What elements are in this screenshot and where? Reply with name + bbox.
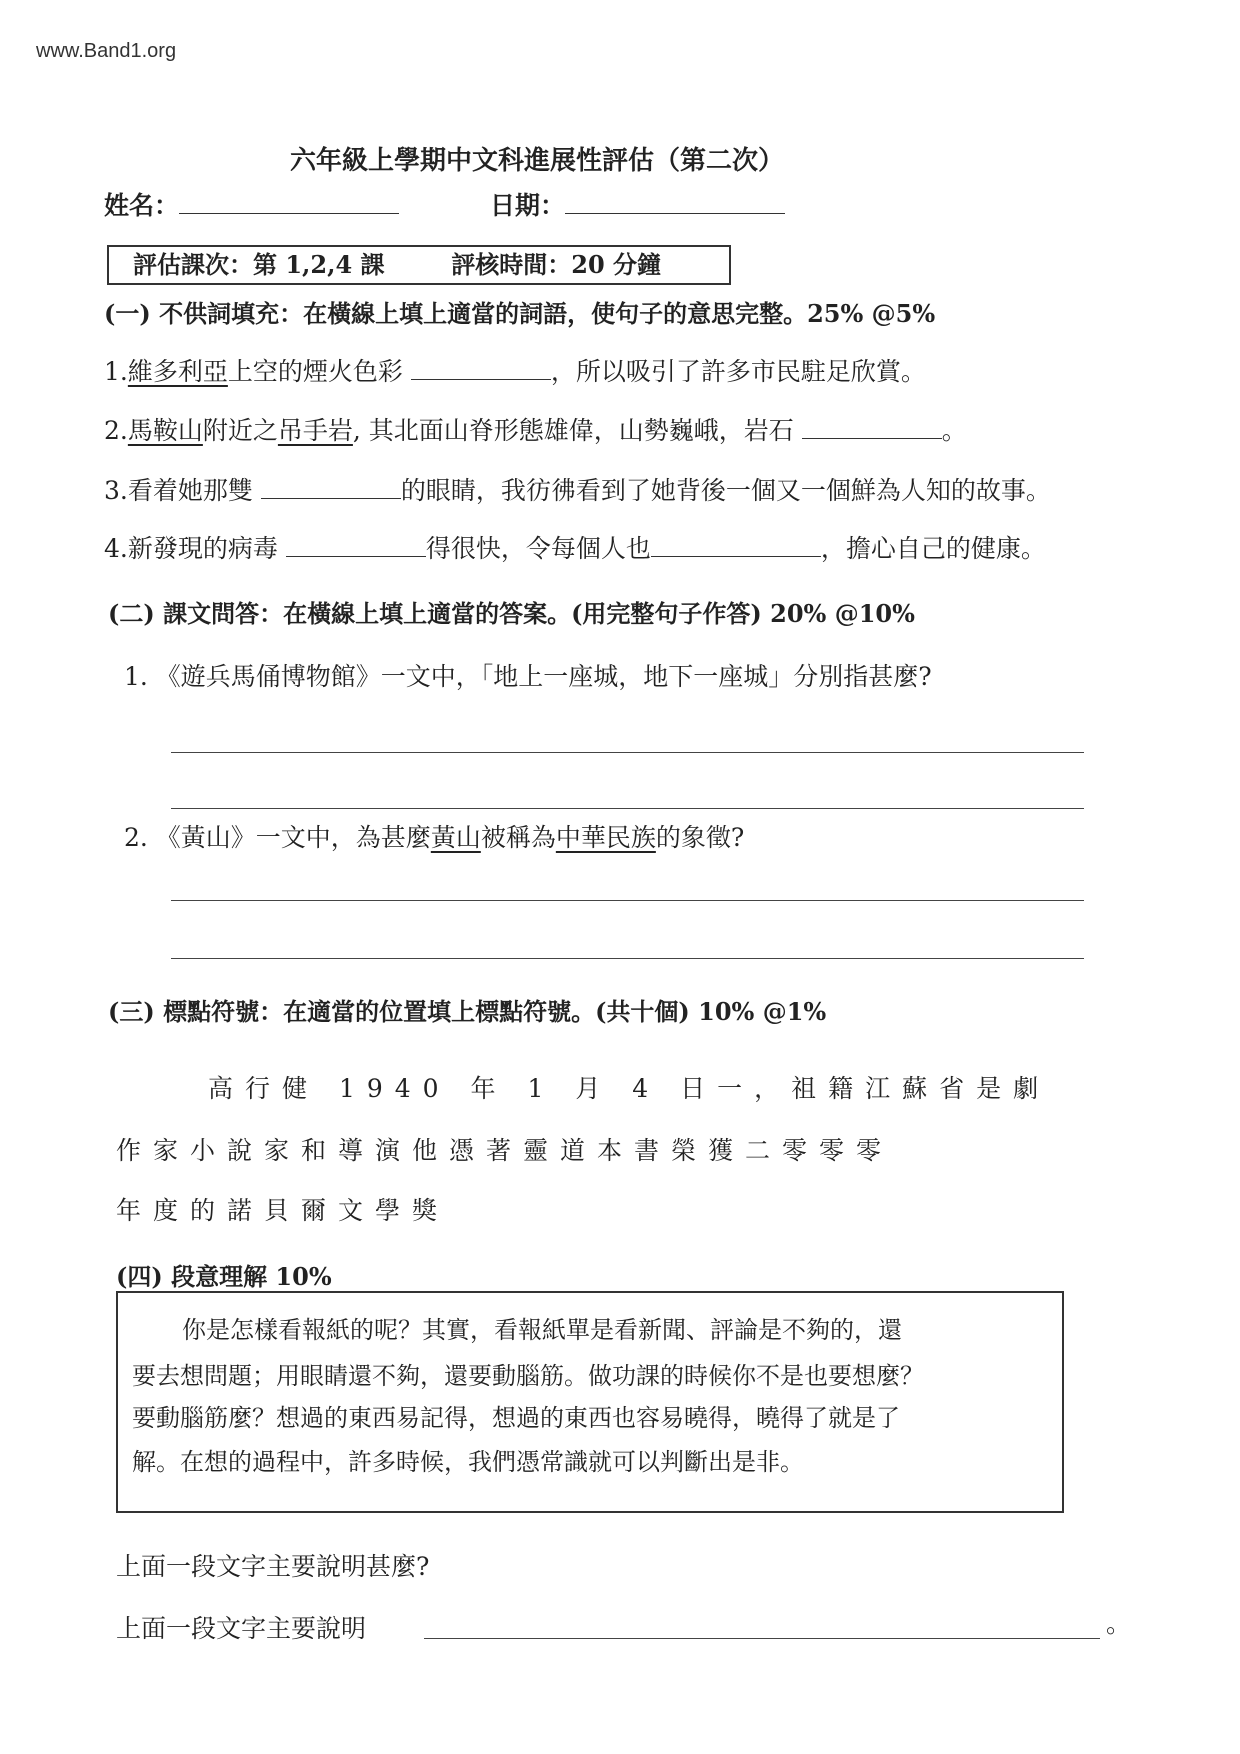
question-number: 4. — [104, 534, 128, 563]
time-info: 評核時間：20 分鐘 — [451, 250, 662, 279]
question-text: , 其北面山脊形態雄偉，山勢巍峨，岩石 — [352, 416, 794, 445]
punctuation-line-3[interactable]: 年度的諾貝爾文學獎 — [116, 1196, 450, 1225]
punctuation-line-2[interactable]: 作家小說家和導演他憑著靈道本書榮獲二零零零 — [116, 1136, 894, 1165]
question-number: 3. — [104, 476, 128, 505]
question-text: 的象徵? — [655, 823, 745, 852]
passage-line: 解。在想的過程中，許多時候，我們憑常識就可以判斷出是非。 — [132, 1448, 804, 1476]
question-text: 被稱為 — [480, 823, 556, 852]
date-blank[interactable] — [565, 189, 785, 214]
question-number: 2. — [104, 416, 128, 445]
passage-line: 要去想問題；用眼睛還不夠，還要動腦筋。做功課的時候你不是也要想麼？ — [132, 1362, 924, 1390]
assessment-info-box — [107, 245, 731, 285]
question-text: 新發現的病毒 — [127, 534, 278, 563]
section-4-heading: (四) 段意理解 10% — [116, 1262, 332, 1291]
answer-blank[interactable] — [651, 532, 821, 557]
proper-noun: 中華民族 — [555, 823, 656, 852]
answer-line[interactable] — [171, 958, 1084, 959]
question-text: ，所以吸引了許多市民駐足欣賞。 — [550, 357, 926, 386]
date-label: 日期： — [490, 191, 566, 220]
question-text: 看着她那雙 — [127, 476, 253, 505]
answer-line[interactable] — [171, 900, 1084, 901]
question-text: ，擔心自己的健康。 — [820, 534, 1046, 563]
question-text: 。 — [941, 416, 967, 445]
section-1-heading: (一) 不供詞填充：在橫線上填上適當的詞語，使句子的意思完整。25% @5% — [104, 299, 936, 328]
question-2-1: 1. 《遊兵馬俑博物館》一文中，「地上一座城，地下一座城」分別指甚麼? — [124, 662, 932, 691]
answer-line[interactable] — [171, 808, 1084, 809]
question-text: 上空的煙火色彩 — [227, 357, 403, 386]
lessons-info: 評估課次：第 1,2,4 課 — [133, 250, 385, 279]
name-label: 姓名： — [104, 191, 180, 220]
proper-noun: 馬鞍山 — [127, 416, 203, 445]
proper-noun: 黃山 — [430, 823, 481, 852]
question-2-2 — [124, 822, 1124, 855]
question-4: 上面一段文字主要說明甚麼? — [116, 1552, 430, 1581]
name-field — [104, 186, 399, 222]
passage-box — [116, 1291, 1064, 1513]
question-1-4 — [104, 532, 1144, 566]
proper-noun: 吊手岩 — [277, 416, 353, 445]
question-text: 2. 《黃山》一文中，為甚麼 — [124, 823, 431, 852]
answer-end: 。 — [1106, 1609, 1132, 1638]
answer-line[interactable] — [424, 1638, 1100, 1639]
answer-line[interactable] — [171, 752, 1084, 753]
question-text: 的眼睛，我彷彿看到了她背後一個又一個鮮為人知的故事。 — [400, 476, 1051, 505]
proper-noun: 維多利亞 — [127, 357, 228, 386]
question-1-2 — [104, 414, 1144, 448]
punctuation-line-1[interactable]: 高行健 1940 年 1 月 4 日一，祖籍江蘇省是劇 — [208, 1074, 1051, 1103]
watermark: www.Band1.org — [36, 40, 177, 62]
question-1-1 — [104, 355, 1144, 389]
date-field — [490, 186, 785, 222]
question-text: 得很快，令每個人也 — [425, 534, 651, 563]
passage-line: 要動腦筋麼？想過的東西易記得，想過的東西也容易曉得，曉得了就是了 — [132, 1404, 900, 1432]
answer-blank[interactable] — [261, 474, 401, 499]
question-text: 附近之 — [202, 416, 278, 445]
passage-line: 你是怎樣看報紙的呢？其實，看報紙單是看新聞、評論是不夠的，還 — [182, 1316, 902, 1344]
answer-blank[interactable] — [411, 355, 551, 380]
page-title: 六年級上學期中文科進展性評估（第二次） — [290, 146, 785, 176]
answer-prefix: 上面一段文字主要說明 — [116, 1614, 367, 1643]
name-blank[interactable] — [179, 189, 399, 214]
question-1-3 — [104, 474, 1144, 508]
answer-blank[interactable] — [802, 414, 942, 439]
section-2-heading: (二) 課文問答：在橫線上填上適當的答案。(用完整句子作答) 20% @10% — [108, 599, 915, 628]
answer-blank[interactable] — [286, 532, 426, 557]
question-number: 1. — [104, 357, 128, 386]
section-3-heading: (三) 標點符號：在適當的位置填上標點符號。(共十個) 10% @1% — [108, 997, 827, 1026]
